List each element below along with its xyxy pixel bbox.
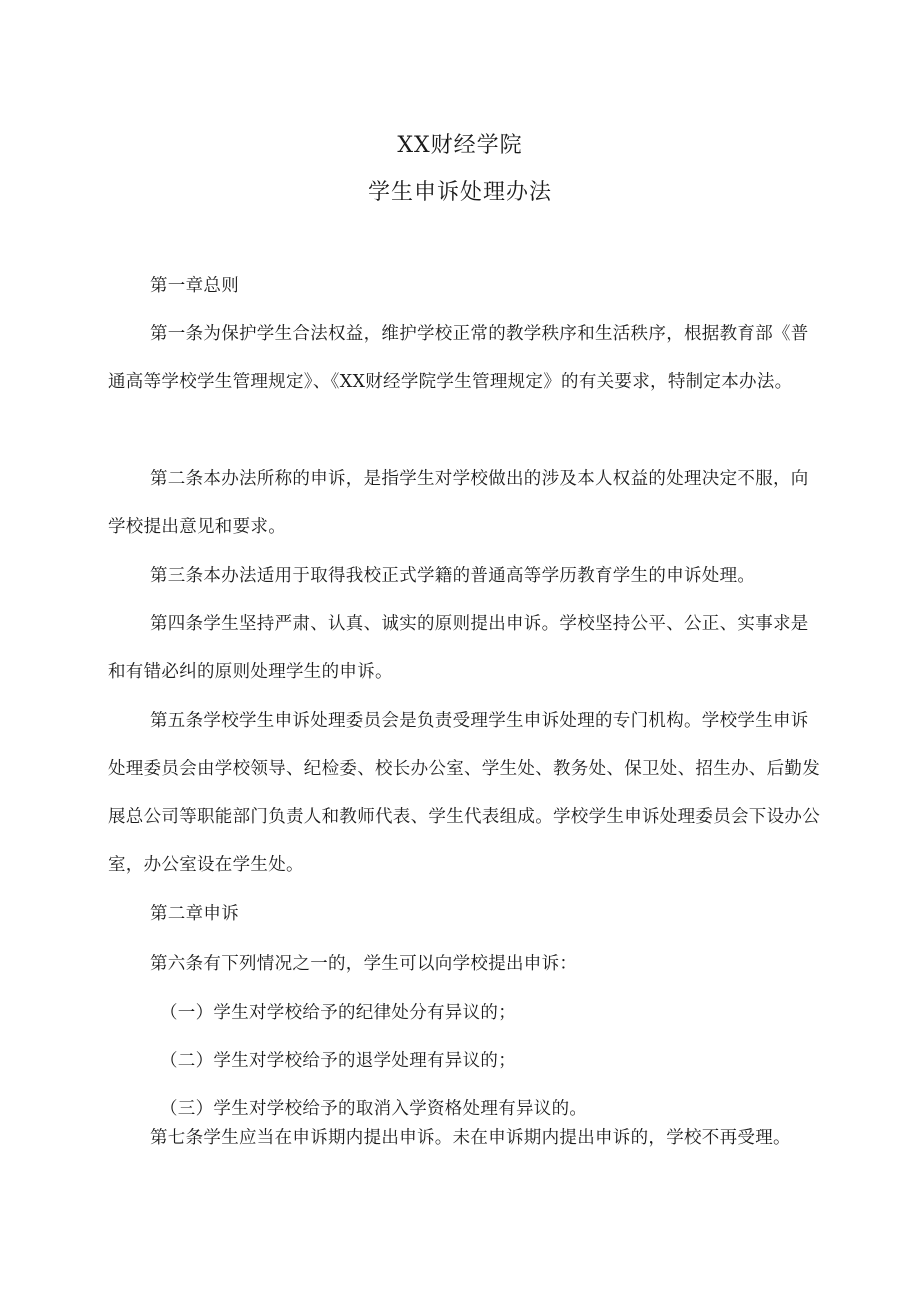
chapter-heading-1: 第一章总则 bbox=[150, 276, 239, 296]
document-title-institution: XX财经学院 bbox=[397, 133, 523, 158]
article-7: 第七条学生应当在申诉期内提出申诉。未在申诉期内提出申诉的，学校不再受理。 bbox=[150, 1128, 791, 1148]
chapter-heading-2: 第二章申诉 bbox=[150, 904, 239, 924]
list-item: （一）学生对学校给予的纪律处分有异议的； bbox=[160, 1003, 516, 1023]
document-title: 学生申诉处理办法 bbox=[367, 180, 552, 205]
list-item: （二）学生对学校给予的退学处理有异议的； bbox=[160, 1051, 516, 1071]
article-2: 第二条本办法所称的申诉，是指学生对学校做出的涉及本人权益的处理决定不服，向学校提出意见和要求。 bbox=[108, 469, 809, 537]
list-item: （三）学生对学校给予的取消入学资格处理有异议的。 bbox=[160, 1099, 588, 1119]
article-3: 第三条本办法适用于取得我校正式学籍的普通高等学历教育学生的申诉处理。 bbox=[150, 566, 756, 586]
article-4: 第四条学生坚持严肃、认真、诚实的原则提出申诉。学校坚持公平、公正、实事求是和有错必纠的原则处理学生的申诉。 bbox=[108, 614, 809, 682]
article-5: 第五条学校学生申诉处理委员会是负责受理学生申诉处理的专门机构。学校学生申诉处理委员会由学校领导、纪检委、校长办公室、学生处、教务处、保卫处、招生办、后勤发展总公司等职能部门负责人和教师代表、学生代表组成。学校学生申诉处理委员会下设办公室，办公室设在学生处。 bbox=[108, 711, 820, 875]
article-6: 第六条有下列情况之一的，学生可以向学校提出申诉： bbox=[150, 954, 578, 974]
article-1: 第一条为保护学生合法权益，维护学校正常的教学秩序和生活秩序，根据教育部《普通高等学校学生管理规定》、《XX财经学院学生管理规定》的有关要求，特制定本办法。 bbox=[108, 324, 809, 392]
